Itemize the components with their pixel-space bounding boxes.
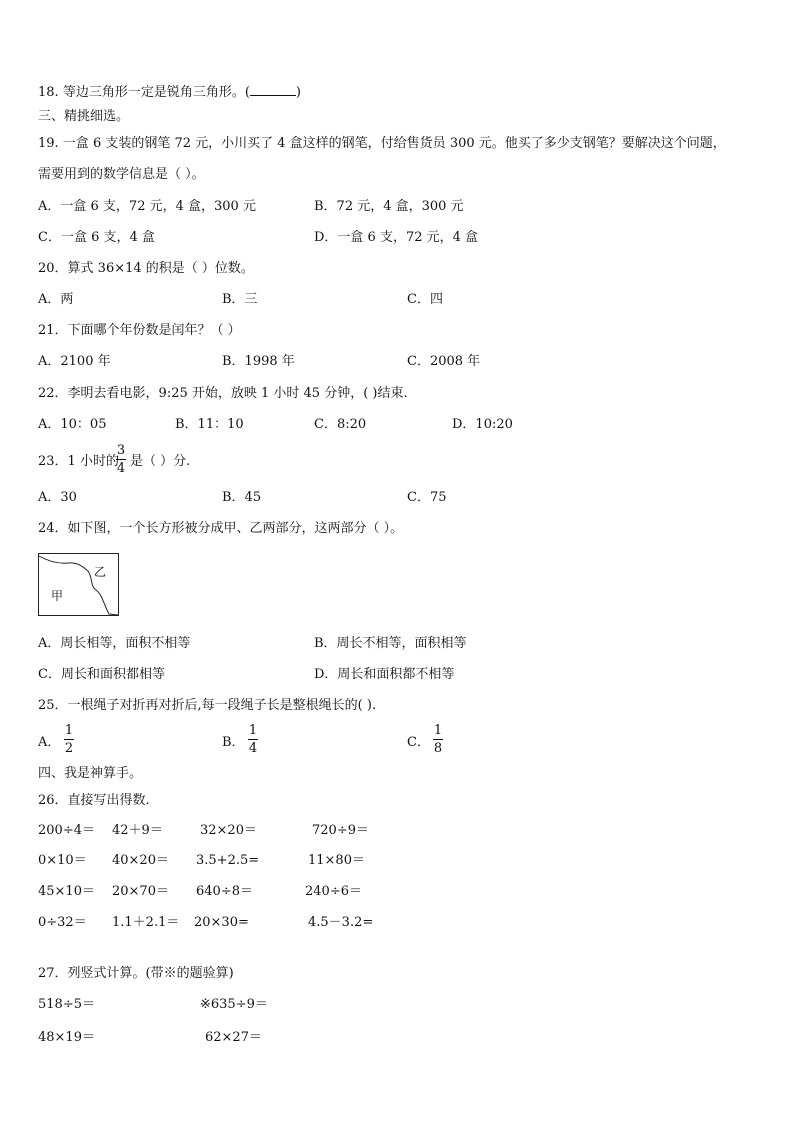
question-26: 26．直接写出得数.: [38, 793, 150, 808]
calc-item: 40×20＝: [112, 853, 169, 868]
calc-item: 0×10＝: [38, 853, 87, 868]
option-22-b[interactable]: B．11：10: [175, 417, 244, 432]
fraction-denominator: 8: [433, 741, 443, 756]
option-25-b-fraction[interactable]: [248, 723, 258, 756]
calc-item: 1.1＋2.1＝: [112, 915, 180, 930]
vertical-calc-item: 518÷5＝: [38, 997, 95, 1012]
option-25-c-fraction[interactable]: [433, 723, 443, 756]
question-19-line1: 19. 一盒 6 支装的钢笔 72 元，小川买了 4 盒这样的钢笔，付给售货员 300 元。他买了多少支钢笔？要解决这个问题，: [38, 136, 726, 151]
option-19-d[interactable]: D．一盒 6 支，72 元，4 盒: [314, 230, 479, 245]
answer-blank[interactable]: [250, 83, 296, 96]
question-18-close: ): [295, 85, 301, 100]
option-19-a[interactable]: A．一盒 6 支，72 元，4 盒，300 元: [38, 199, 256, 214]
option-20-a[interactable]: A．两: [38, 292, 74, 307]
option-22-a[interactable]: A．10：05: [38, 417, 107, 432]
fraction-numerator: 1: [248, 723, 258, 738]
question-18-text: 等边三角形一定是锐角三角形。(: [62, 85, 250, 100]
calc-item: 200÷4＝: [38, 823, 95, 838]
option-23-a[interactable]: A．30: [38, 490, 77, 505]
option-19-c[interactable]: C．一盒 6 支，4 盒: [38, 230, 155, 245]
fraction-bar: [64, 739, 74, 740]
option-21-b[interactable]: B．1998 年: [222, 354, 295, 369]
question-27: 27．列竖式计算。(带※的题验算): [38, 966, 234, 981]
label-jia: 甲: [51, 589, 64, 603]
fraction-bar: [433, 739, 443, 740]
option-20-b[interactable]: B．三: [222, 292, 258, 307]
option-25-b-label[interactable]: B．: [222, 735, 245, 750]
question-20: 20．算式 36×14 的积是（ ）位数。: [38, 261, 254, 276]
fraction-numerator: 1: [64, 723, 74, 738]
section-heading-4: 四、我是神算手。: [38, 766, 143, 781]
option-20-c[interactable]: C．四: [407, 292, 443, 307]
option-24-b[interactable]: B．周长不相等，面积相等: [314, 636, 467, 651]
option-24-c[interactable]: C．周长和面积都相等: [38, 667, 165, 682]
calc-item: 32×20＝: [200, 823, 257, 838]
option-24-d[interactable]: D．周长和面积都不相等: [314, 667, 455, 682]
calc-item: 0÷32＝: [38, 915, 87, 930]
option-25-c-label[interactable]: C．: [407, 735, 430, 750]
fraction-three-quarters: [116, 443, 126, 476]
option-23-b[interactable]: B．45: [222, 490, 262, 505]
question-24: 24．如下图，一个长方形被分成甲、乙两部分，这两部分（ ）。: [38, 521, 404, 536]
question-23-post: 是（ ）分.: [130, 454, 191, 469]
calc-item: 11×80＝: [308, 853, 365, 868]
calc-item: 20×30=: [194, 915, 249, 930]
fraction-bar: [116, 459, 126, 460]
fraction-denominator: 4: [116, 461, 126, 476]
calc-item: 240÷6＝: [305, 884, 362, 899]
option-22-c[interactable]: C．8:20: [314, 417, 367, 432]
fraction-denominator: 4: [248, 741, 258, 756]
option-25-a-fraction[interactable]: [64, 723, 74, 756]
question-18: [38, 83, 301, 101]
calc-item: 4.5－3.2=: [308, 915, 374, 930]
option-21-a[interactable]: A．2100 年: [38, 354, 111, 369]
fraction-bar: [248, 739, 258, 740]
vertical-calc-item: 48×19＝: [38, 1030, 95, 1045]
question-23-pre: 23．1 小时的: [38, 454, 119, 469]
fraction-numerator: 1: [433, 723, 443, 738]
option-24-a[interactable]: A．周长相等，面积不相等: [38, 636, 191, 651]
question-18-number: 18.: [38, 85, 59, 100]
option-22-d[interactable]: D．10:20: [452, 417, 513, 432]
option-23-c[interactable]: C．75: [407, 490, 447, 505]
vertical-calc-item: ※635÷9＝: [200, 997, 268, 1012]
option-25-a-label[interactable]: A．: [38, 735, 61, 750]
calc-item: 3.5+2.5=: [196, 853, 260, 868]
calc-item: 640÷8＝: [196, 884, 253, 899]
dividing-curve: [39, 556, 118, 615]
calc-item: 20×70＝: [112, 884, 169, 899]
divided-rectangle-figure: [38, 553, 120, 617]
option-19-b[interactable]: B．72 元，4 盒，300 元: [314, 199, 464, 214]
calc-item: 42＋9＝: [112, 823, 163, 838]
label-yi: 乙: [94, 565, 107, 579]
fraction-denominator: 2: [64, 741, 74, 756]
question-19-line2: 需要用到的数学信息是（ ）。: [38, 167, 205, 182]
question-22: 22．李明去看电影，9:25 开始，放映 1 小时 45 分钟，( )结束.: [38, 386, 408, 401]
calc-item: 720÷9＝: [312, 823, 369, 838]
option-21-c[interactable]: C．2008 年: [407, 354, 481, 369]
calc-item: 45×10＝: [38, 884, 95, 899]
rectangle-outline: [39, 554, 119, 616]
fraction-numerator: 3: [116, 443, 126, 458]
question-21: 21．下面哪个年份数是闰年？（ ）: [38, 323, 241, 338]
vertical-calc-item: 62×27＝: [205, 1030, 262, 1045]
question-25: 25．一根绳子对折再对折后,每一段绳子长是整根绳长的( ).: [38, 698, 377, 713]
section-heading-3: 三、精挑细选。: [38, 109, 130, 124]
